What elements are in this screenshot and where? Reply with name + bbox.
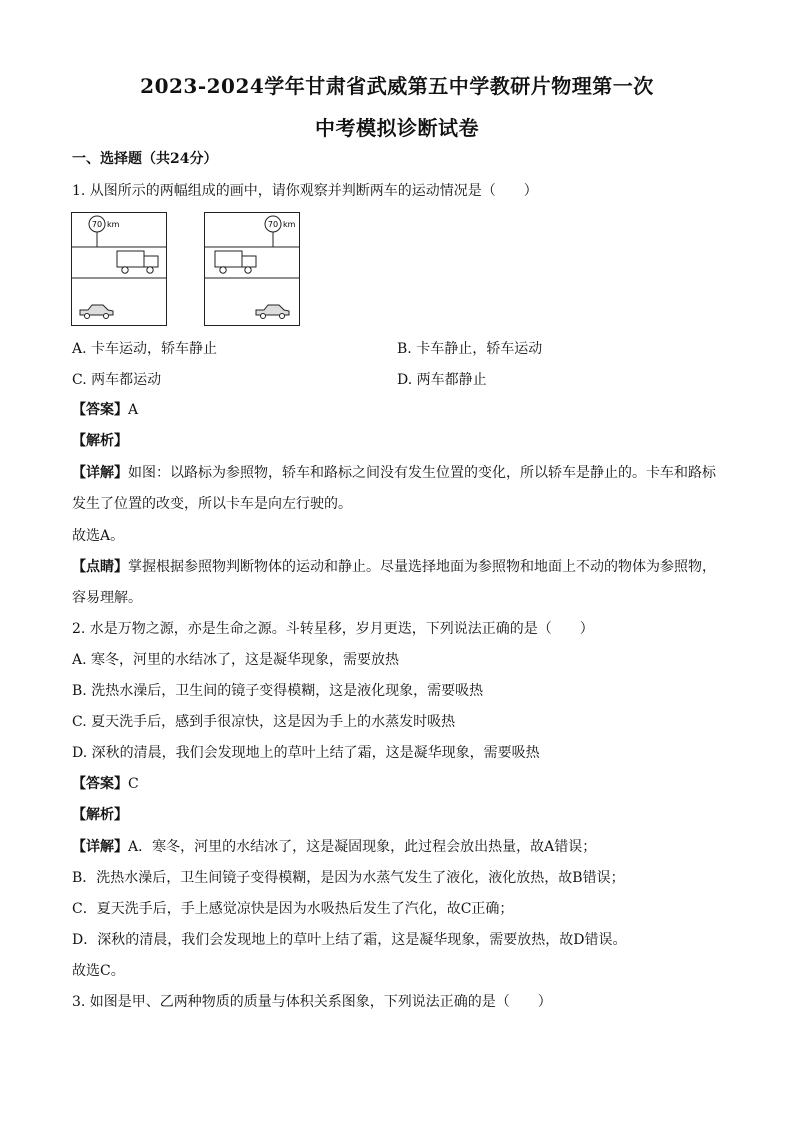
q1-stem: 1. 从图所示的两幅组成的画中，请你观察并判断两车的运动情况是（ ） <box>72 183 538 199</box>
exam-title-line2: 中考模拟诊断试卷 <box>315 116 479 140</box>
q2-option-c: C. 夏天洗手后，感到手很凉快，这是因为手上的水蒸发时吸热 <box>72 714 456 730</box>
q2-stem: 2. 水是万物之源，亦是生命之源。斗转星移，岁月更迭，下列说法正确的是（ ） <box>72 621 594 637</box>
q1-option-d: D. 两车都静止 <box>397 372 487 388</box>
detail-text: 如图：以路标为参照物，轿车和路标之间没有发生位置的变化，所以轿车是静止的。卡车和路标 <box>128 465 716 481</box>
q1-figure-right <box>204 212 300 326</box>
q2-detail-c: C．夏天洗手后，手上感觉凉快是因为水吸热后发生了汽化，故C正确； <box>72 901 514 917</box>
tip-text: 掌握根据参照物判断物体的运动和静止。尽量选择地面为参照物和地面上不动的物体为参照物， <box>128 559 716 575</box>
q2-option-d: D. 深秋的清晨，我们会发现地上的草叶上结了霜，这是凝华现象，需要吸热 <box>72 745 540 761</box>
q1-figure-left <box>71 212 167 326</box>
q1-option-c: C. 两车都运动 <box>72 372 162 388</box>
q1-option-b: B. 卡车静止，轿车运动 <box>397 341 543 357</box>
section-heading: 一、选择题（共24分） <box>72 151 218 167</box>
detail-tag: 【详解】 <box>72 839 128 855</box>
exam-title-line1: 2023-2024学年甘肃省武威第五中学教研片物理第一次 <box>140 74 654 98</box>
q2-choose: 故选C。 <box>72 963 125 979</box>
q1-detail-line2: 发生了位置的改变，所以卡车是向左行驶的。 <box>72 496 352 512</box>
answer-value: A <box>128 402 139 418</box>
q1-option-a: A. 卡车运动，轿车静止 <box>72 341 218 357</box>
q3-stem: 3. 如图是甲、乙两种物质的质量与体积关系图象，下列说法正确的是（ ） <box>72 994 552 1010</box>
q2-detail-d: D．深秋的清晨，我们会发现地上的草叶上结了霜，这是凝华现象，需要放热，故D错误。 <box>72 932 627 948</box>
q1-detail-line1 <box>72 464 732 482</box>
q2-detail-a <box>72 838 732 856</box>
answer-value: C <box>128 776 139 792</box>
q1-choose: 故选A。 <box>72 528 125 544</box>
detail-tag: 【详解】 <box>72 465 128 481</box>
q2-answer <box>72 775 732 793</box>
sign-unit: km <box>107 220 120 229</box>
tip-tag: 【点睛】 <box>72 559 128 575</box>
sign-unit: km <box>283 220 296 229</box>
answer-tag: 【答案】 <box>72 402 128 418</box>
detail-text: A．寒冬，河里的水结冰了，这是凝固现象，此过程会放出热量，故A错误； <box>128 839 597 855</box>
q2-option-b: B. 洗热水澡后，卫生间的镜子变得模糊，这是液化现象，需要吸热 <box>72 683 484 699</box>
sign-number: 70 <box>267 220 279 229</box>
q2-detail-b: B．洗热水澡后，卫生间镜子变得模糊，是因为水蒸气发生了液化，液化放热，故B错误； <box>72 870 625 886</box>
q1-answer <box>72 401 732 419</box>
answer-tag: 【答案】 <box>72 776 128 792</box>
q2-option-a: A. 寒冬，河里的水结冰了，这是凝华现象，需要放热 <box>72 652 400 668</box>
sign-number: 70 <box>91 220 103 229</box>
q2-analysis-tag: 【解析】 <box>72 807 128 823</box>
q1-analysis-tag: 【解析】 <box>72 433 128 449</box>
q1-tip-line2: 容易理解。 <box>72 590 142 606</box>
q1-tip-line1 <box>72 558 732 576</box>
